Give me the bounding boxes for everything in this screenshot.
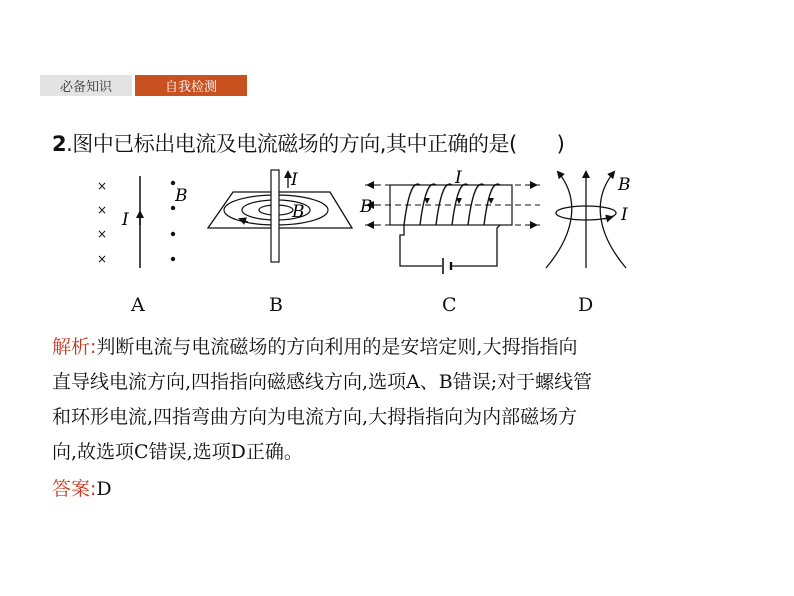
analysis-label: 解析: bbox=[52, 336, 97, 358]
svg-text:×: × bbox=[97, 227, 108, 241]
figure-b-current-symbol: I bbox=[291, 170, 298, 190]
question-close-paren: ) bbox=[556, 132, 565, 156]
figure-d-current-symbol: I bbox=[621, 205, 628, 225]
section-tabs bbox=[40, 75, 247, 96]
figure-label-c: C bbox=[442, 294, 457, 316]
svg-text:×: × bbox=[97, 252, 108, 266]
figure-a-current-symbol: I bbox=[122, 210, 129, 230]
question-body: .图中已标出电流及电流磁场的方向,其中正确的是( bbox=[66, 132, 517, 156]
figure-b-field-symbol: B bbox=[292, 202, 305, 222]
tab-self-check[interactable]: 自我检测 bbox=[135, 75, 247, 96]
figure-a-straight-wire bbox=[97, 176, 188, 268]
answer-value: D bbox=[96, 478, 112, 500]
analysis-line-2: 直导线电流方向,四指指向磁感线方向,选项A、B错误;对于螺线管 bbox=[52, 371, 593, 393]
figure-d-field-symbol: B bbox=[618, 175, 631, 195]
physics-figures bbox=[0, 160, 794, 290]
svg-text:×: × bbox=[97, 179, 108, 193]
analysis-line-1: 判断电流与电流磁场的方向利用的是安培定则,大拇指指向 bbox=[96, 336, 578, 358]
figure-d-ring-current bbox=[546, 172, 631, 268]
question-text bbox=[52, 128, 564, 158]
figure-label-a: A bbox=[131, 294, 145, 316]
figure-label-d: D bbox=[578, 294, 594, 316]
question-number: 2 bbox=[52, 132, 67, 156]
figure-c-current-symbol: I bbox=[455, 168, 462, 188]
figure-c-solenoid bbox=[359, 168, 540, 274]
svg-text:×: × bbox=[97, 203, 108, 217]
tab-required-knowledge[interactable]: 必备知识 bbox=[40, 75, 132, 96]
analysis-line-4: 向,故选项C错误,选项D正确。 bbox=[52, 441, 303, 463]
figure-label-b: B bbox=[269, 294, 283, 316]
answer-block bbox=[52, 474, 112, 504]
figure-b-wire-plane bbox=[208, 170, 352, 262]
answer-label: 答案: bbox=[52, 478, 97, 500]
analysis-line-3: 和环形电流,四指弯曲方向为电流方向,大拇指指向为内部磁场方 bbox=[52, 406, 578, 428]
analysis-block bbox=[52, 330, 752, 470]
figure-c-field-symbol: B bbox=[360, 197, 373, 217]
figure-a-field-symbol: B bbox=[175, 186, 188, 206]
